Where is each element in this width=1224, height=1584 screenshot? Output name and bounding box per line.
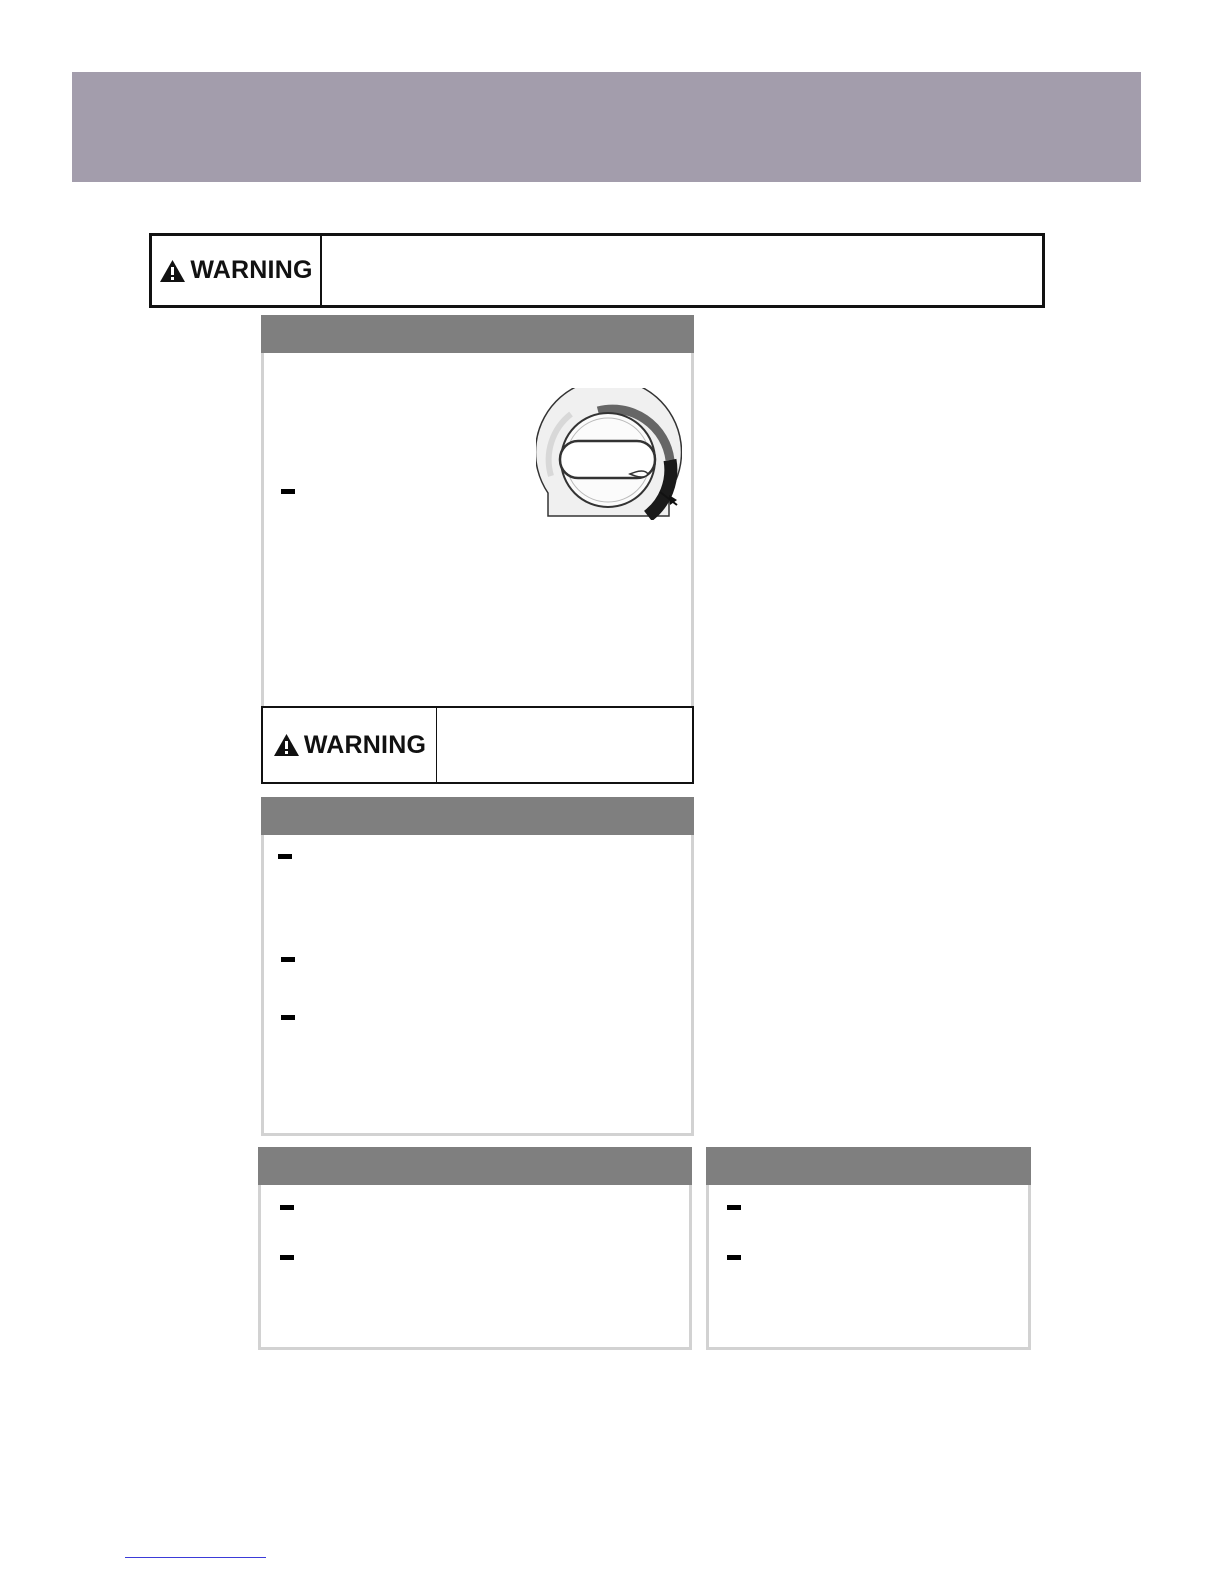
panel-2 <box>261 797 694 1136</box>
bullet-dash <box>281 1015 295 1020</box>
panel-1 <box>261 315 694 784</box>
panel-3-header <box>258 1147 692 1185</box>
panel-3 <box>258 1147 692 1350</box>
panel-4 <box>706 1147 1031 1350</box>
warning-label: WARNING <box>263 708 437 782</box>
header-band <box>72 72 1141 182</box>
panel-1-header <box>261 315 694 353</box>
warning-label: WARNING <box>152 236 322 305</box>
top-warning-box <box>149 233 1045 308</box>
panel-4-header <box>706 1147 1031 1185</box>
bullet-dash <box>280 1255 294 1260</box>
bullet-dash <box>278 854 292 859</box>
warning-text-area <box>437 708 692 782</box>
bullet-dash <box>281 489 295 494</box>
warning-triangle-icon <box>273 733 300 757</box>
footer-rule <box>125 1557 266 1558</box>
bullet-dash <box>727 1205 741 1210</box>
warning-text-area <box>322 236 1042 305</box>
panel-2-header <box>261 797 694 835</box>
bullet-dash <box>727 1255 741 1260</box>
dial-knob-illustration <box>536 388 682 520</box>
bullet-dash <box>280 1205 294 1210</box>
panel-1-warning-box <box>261 706 694 784</box>
warning-triangle-icon <box>159 259 186 283</box>
bullet-dash <box>281 957 295 962</box>
